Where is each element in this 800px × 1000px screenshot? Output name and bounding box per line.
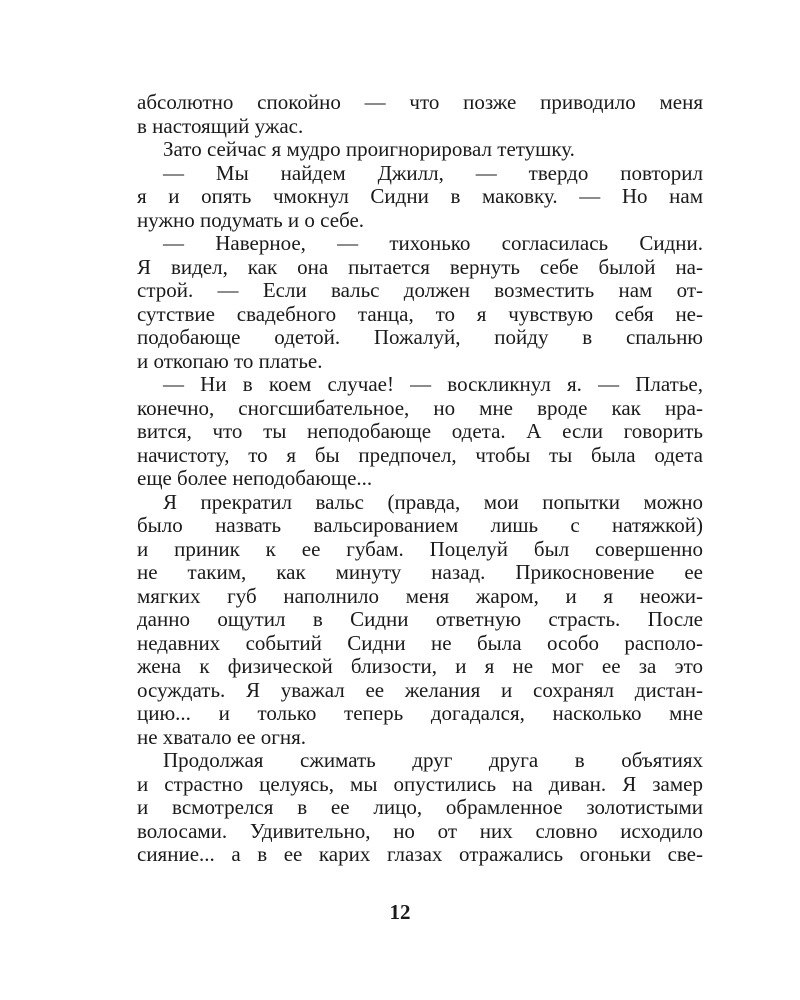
text-line: строй. — Если вальс должен возместить нам от-	[137, 278, 703, 302]
text-line: и приник к ее губам. Поцелуй был совершенно	[137, 536, 703, 561]
text-line: в настоящий ужас.	[137, 113, 304, 138]
text-line: начистоту, то я бы предпочел, чтобы ты была одета	[137, 442, 703, 467]
text-line: подобающе одетой. Пожалуй, пойду в спальню	[137, 325, 703, 349]
text-line: мягких губ наполнило меня жаром, и я неожи-	[137, 583, 703, 608]
text-line: — Наверное, — тихонько согласилась Сидни.	[163, 231, 703, 255]
body-text	[137, 91, 703, 867]
text-line: конечно, сногсшибательное, но мне вроде как нра-	[137, 395, 703, 420]
text-line: данно ощутил в Сидни ответную страсть. После	[137, 607, 703, 631]
text-line: еще более неподобающе...	[137, 466, 373, 490]
text-line: и страстно целуясь, мы опустились на диван. Я замер	[137, 771, 703, 796]
text-line: сияние... а в ее карих глазах отражались огоньки све-	[137, 842, 703, 866]
text-line: Я видел, как она пытается вернуть себе былой на-	[137, 254, 703, 279]
text-line: я и опять чмокнул Сидни в маковку. — Но нам	[137, 184, 703, 208]
text-line: и откопаю то платье.	[137, 348, 323, 373]
text-line: — Мы найдем Джилл, — твердо повторил	[163, 160, 703, 185]
text-line: — Ни в коем случае! — воскликнул я. — Платье,	[163, 372, 703, 396]
text-line: вится, что ты неподобающе одета. А если говорить	[137, 419, 703, 443]
text-line: сутствие свадебного танца, то я чувствую себя не-	[137, 301, 703, 326]
text-line: Зато сейчас я мудро проигнорировал тетушку.	[163, 137, 575, 161]
text-line: Я прекратил вальс (правда, мои попытки можно	[163, 489, 703, 514]
text-line: нужно подумать и о себе.	[137, 207, 365, 232]
page-number: 12	[389, 900, 411, 924]
text-line: волосами. Удивительно, но от них словно исходило	[137, 818, 703, 843]
text-line: осуждать. Я уважал ее желания и сохранял дистан-	[137, 677, 703, 702]
text-line: не хватало ее огня.	[137, 724, 307, 749]
text-line: цию... и только теперь догадался, насколько мне	[137, 701, 703, 725]
text-line: не таким, как минуту назад. Прикосновение ее	[137, 560, 703, 584]
text-line: и всмотрелся в ее лицо, обрамленное золотистыми	[137, 795, 703, 819]
text-line: недавних событий Сидни не была особо располо-	[137, 630, 703, 655]
text-line: было назвать вальсированием лишь с натяжкой)	[137, 513, 703, 537]
text-line: абсолютно спокойно — что позже приводило меня	[137, 90, 703, 114]
text-line: Продолжая сжимать друг друга в объятиях	[163, 748, 703, 772]
text-line: жена к физической близости, и я не мог ее за это	[137, 654, 703, 678]
